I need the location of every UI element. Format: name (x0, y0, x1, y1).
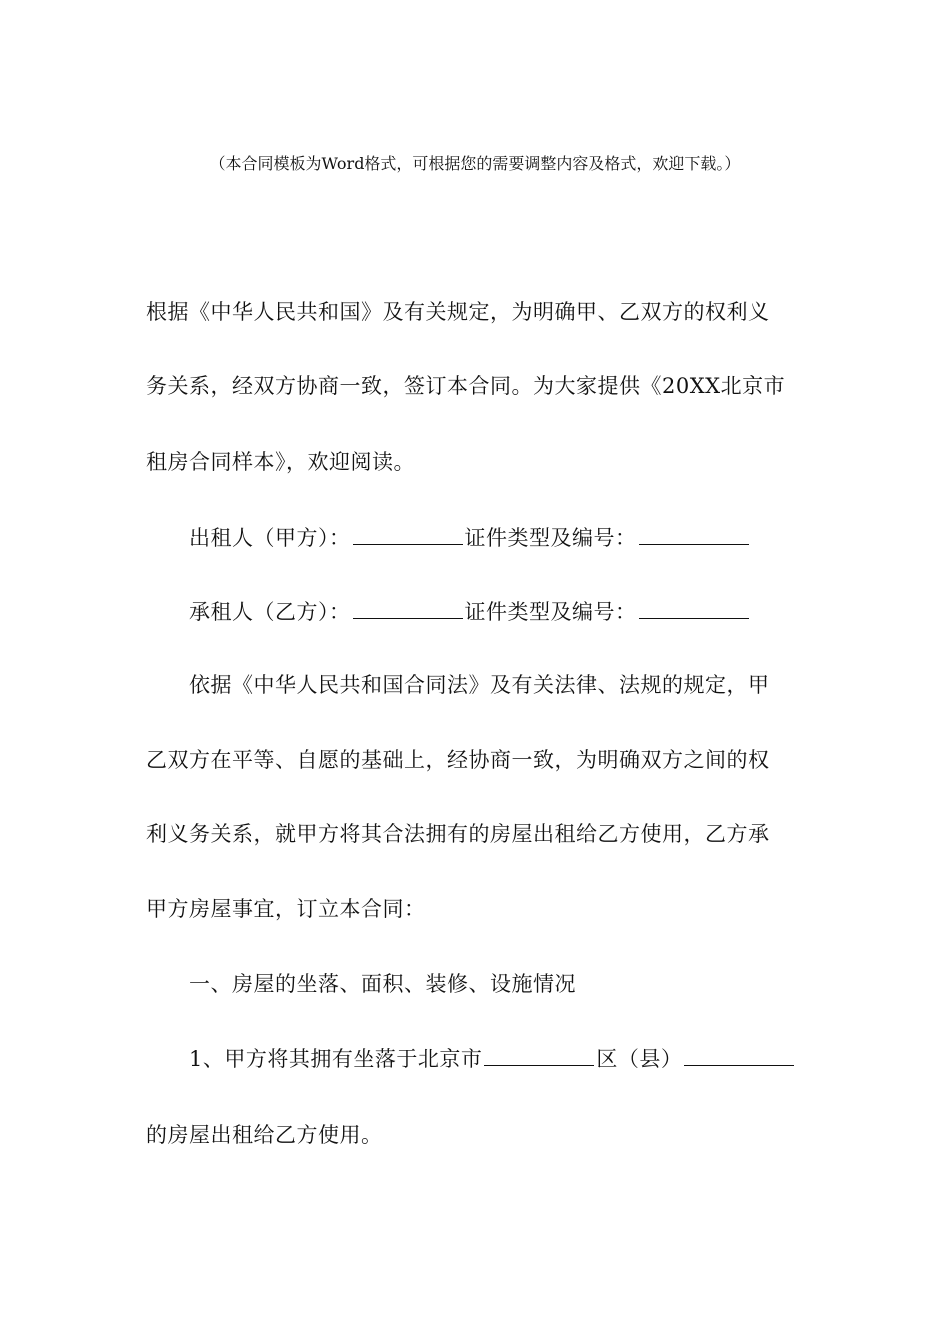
address-blank (684, 1043, 794, 1066)
intro-line-2: 务关系，经双方协商一致，签订本合同。为大家提供《20XX北京市 (146, 374, 786, 398)
lessee-id-blank (639, 596, 749, 619)
template-note: （本合同模板为Word格式，可根据您的需要调整内容及格式，欢迎下载。） (209, 154, 741, 173)
lessee-id-label: 证件类型及编号： (464, 600, 637, 624)
clause-1-line (189, 1043, 796, 1074)
clause-1-middle: 区（县） (596, 1047, 683, 1071)
lessor-name-blank (353, 522, 463, 545)
lessee-line (189, 596, 751, 627)
lessor-label: 出租人（甲方）： (189, 526, 351, 550)
intro-line-1: 根据《中华人民共和国》及有关规定，为明确甲、乙双方的权利义 (146, 300, 770, 324)
clause-1-prefix: 1、甲方将其拥有坐落于北京市 (189, 1047, 483, 1071)
lessee-label: 承租人（乙方）： (189, 600, 351, 624)
lessee-name-blank (353, 596, 463, 619)
basis-line-4: 甲方房屋事宜，订立本合同： (146, 897, 426, 921)
basis-line-1: 依据《中华人民共和国合同法》及有关法律、法规的规定，甲 (189, 673, 770, 697)
section-1-title: 一、房屋的坐落、面积、装修、设施情况 (189, 972, 576, 996)
district-blank (484, 1043, 594, 1066)
lessor-id-blank (639, 522, 749, 545)
basis-line-3: 利义务关系，就甲方将其合法拥有的房屋出租给乙方使用，乙方承 (146, 822, 770, 846)
basis-line-2: 乙双方在平等、自愿的基础上，经协商一致，为明确双方之间的权 (146, 748, 770, 772)
intro-line-3: 租房合同样本》，欢迎阅读。 (146, 450, 415, 474)
lessor-line (189, 522, 751, 553)
clause-1-continuation: 的房屋出租给乙方使用。 (146, 1123, 383, 1147)
lessor-id-label: 证件类型及编号： (464, 526, 637, 550)
